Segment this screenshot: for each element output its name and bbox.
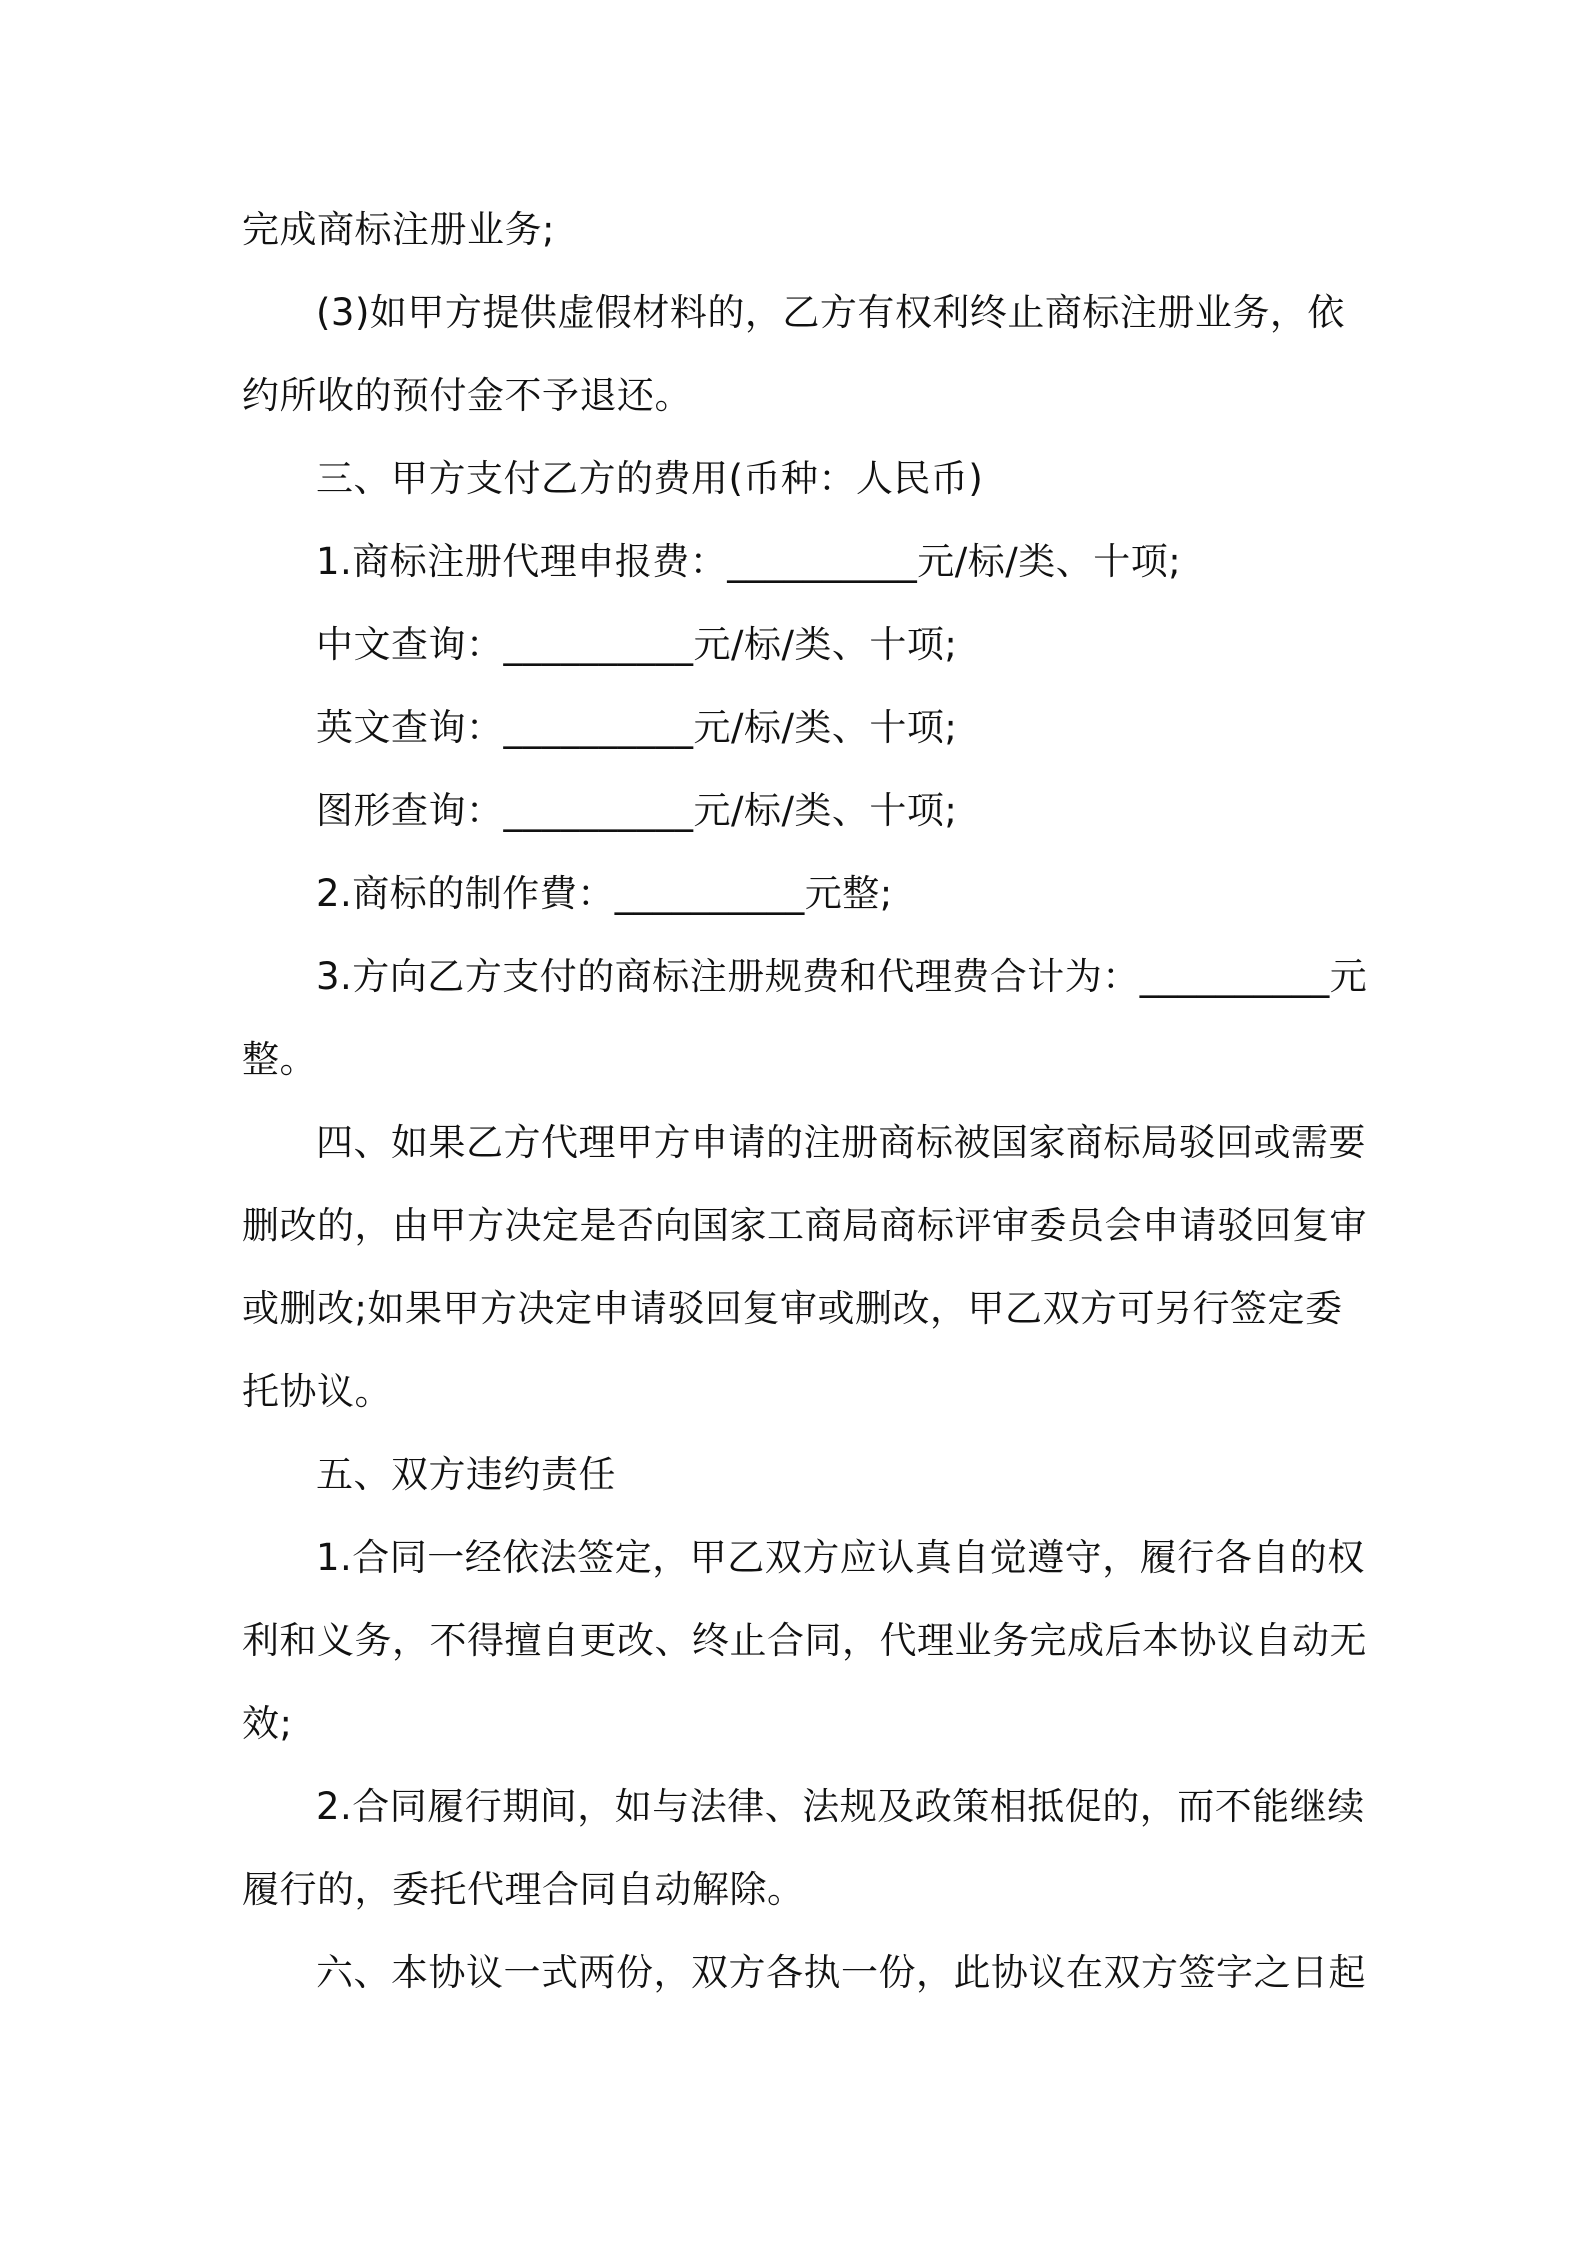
text-line: 删改的，由甲方决定是否向国家工商局商标评审委员会申请驳回复审 [242,1204,1367,1247]
section-heading-4: 四、如果乙方代理甲方申请的注册商标被国家商标局驳回或需要 [316,1121,1366,1164]
text-line: (3)如甲方提供虚假材料的，乙方有权利终止商标注册业务，依 [316,291,1345,334]
section-heading-5: 五、双方违约责任 [316,1453,616,1496]
text-line: 利和义务，不得擅自更改、终止合同，代理业务完成后本协议自动无 [242,1619,1367,1662]
fee-line-total: 3.方向乙方支付的商标注册规费和代理费合计为：__________元 [316,955,1368,998]
fee-line-graphic-query: 图形查询：__________元/标/类、十项; [316,789,958,832]
text-line: 托协议。 [242,1370,392,1413]
text-line: 效; [242,1702,293,1745]
text-line: 1.合同一经依法签定，甲乙双方应认真自觉遵守，履行各自的权 [316,1536,1365,1579]
text-line: 或删改;如果甲方决定申请驳回复审或删改，甲乙双方可另行签定委 [242,1287,1343,1330]
text-line: 约所收的预付金不予退还。 [242,374,692,417]
section-heading-3: 三、甲方支付乙方的费用(币种：人民币) [316,457,984,500]
fee-line-application: 1.商标注册代理申报费：__________元/标/类、十项; [316,540,1182,583]
section-heading-6: 六、本协议一式两份，双方各执一份，此协议在双方签字之日起 [316,1951,1366,1994]
fee-line-english-query: 英文查询：__________元/标/类、十项; [316,706,958,749]
fee-line-production: 2.商标的制作費：__________元整; [316,872,893,915]
text-line: 履行的，委托代理合同自动解除。 [242,1868,805,1911]
document-body [242,188,1368,2014]
fee-line-chinese-query: 中文查询：__________元/标/类、十项; [316,623,958,666]
text-line: 整。 [242,1038,317,1081]
text-line: 完成商标注册业务; [242,208,555,251]
text-line: 2.合同履行期间，如与法律、法规及政策相抵促的，而不能继续 [316,1785,1365,1828]
